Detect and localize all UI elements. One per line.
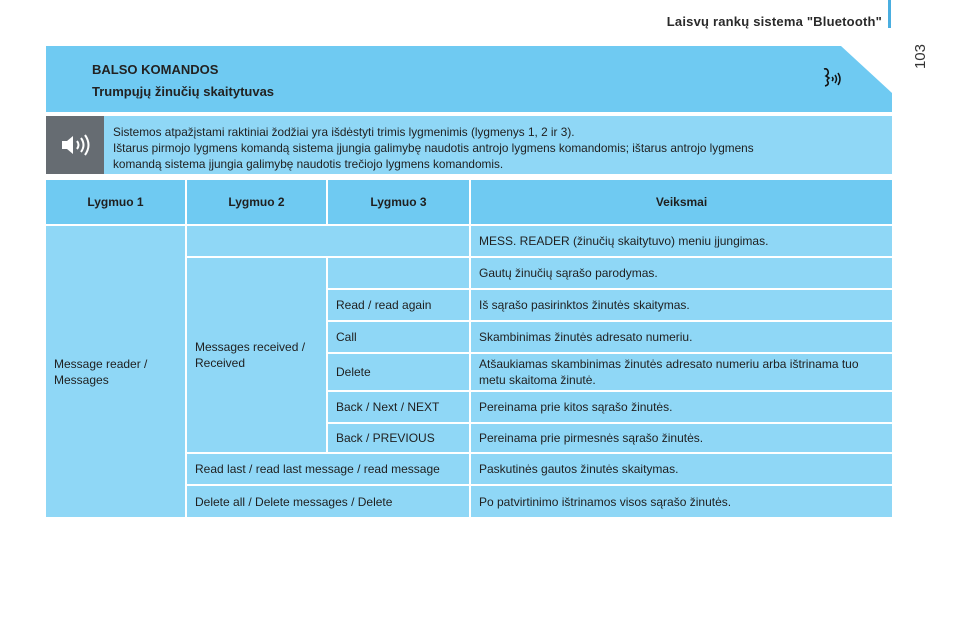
action-cell [471,354,892,390]
section-subtitle: Trumpųjų žinučių skaitytuvas [92,84,275,99]
page-number: 103 [912,44,929,70]
level2-read-last-cell: Read last / read last message / read message [187,454,469,484]
level1-text: Message reader / Messages [54,356,148,387]
action-cell: Pereinama prie kitos sąrašo žinutės. [471,392,892,422]
section-header-band [46,46,892,112]
intro-line: komandą sistema įjungia galimybę naudotis trečiojo lygmens komandomis. [113,157,504,171]
level2-received-text: Messages received / Received [195,340,306,370]
table-cell-empty [187,226,469,256]
voice-command-icon [820,66,846,92]
action-text: Atšaukiamas skambinimas žinutės adresato numeriu arba ištrinama tuo metu skaitoma žinutė. [479,357,859,387]
level3-cell: Read / read again [328,290,469,320]
action-cell: Paskutinės gautos žinutės skaitymas. [471,454,892,484]
action-cell: Gautų žinučių sąrašo parodymas. [471,258,892,288]
intro-line: Ištarus pirmojo lygmens komandą sistema įjungia galimybę naudotis antrojo lygmens komandomis; ištarus antrojo lygmens [113,141,754,155]
column-header-level3: Lygmuo 3 [328,180,469,224]
chapter-title: Laisvų rankų sistema "Bluetooth" [666,14,882,29]
speaker-sound-icon [58,132,92,158]
intro-line: Sistemos atpažįstami raktiniai žodžiai yra išdėstyti trimis lygmenimis (lygmenys 1, 2 ir 3). [113,125,575,139]
level2-received-cell [187,258,326,452]
action-cell: Iš sąrašo pasirinktos žinutės skaitymas. [471,290,892,320]
action-cell: MESS. READER (žinučių skaitytuvo) meniu įjungimas. [471,226,892,256]
action-cell: Skambinimas žinutės adresato numeriu. [471,322,892,352]
column-header-actions: Veiksmai [471,180,892,224]
level2-delete-all-cell: Delete all / Delete messages / Delete [187,486,469,517]
level3-cell: Delete [328,354,469,390]
level3-cell: Back / Next / NEXT [328,392,469,422]
level1-cell [46,226,185,517]
section-title: BALSO KOMANDOS [92,62,219,77]
action-cell: Po patvirtinimo ištrinamos visos sąrašo žinutės. [471,486,892,517]
action-cell: Pereinama prie pirmesnės sąrašo žinutės. [471,424,892,452]
column-header-level2: Lygmuo 2 [187,180,326,224]
intro-icon-box [46,116,104,174]
level3-cell: Call [328,322,469,352]
intro-text [113,124,883,172]
level3-cell: Back / PREVIOUS [328,424,469,452]
column-header-level1: Lygmuo 1 [46,180,185,224]
table-cell-empty [328,258,469,288]
chapter-tab-rule [888,0,891,28]
